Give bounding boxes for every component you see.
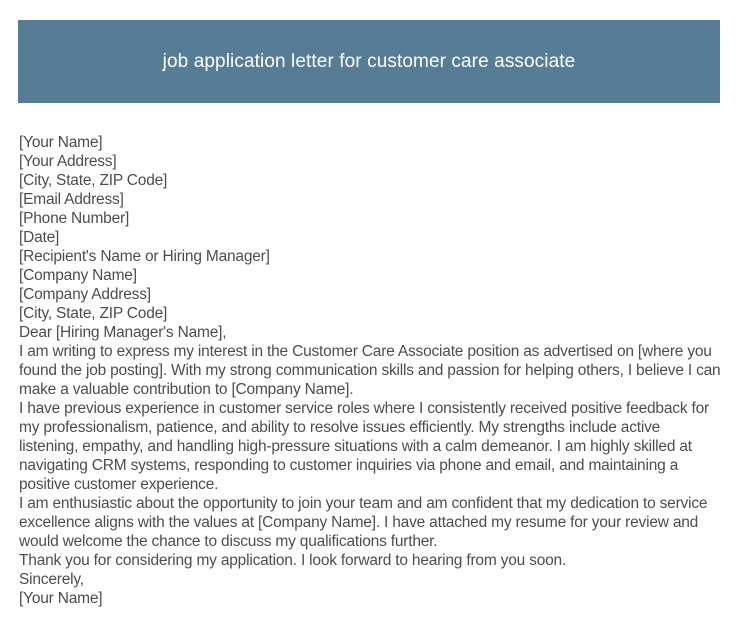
letter-paragraph-experience: I have previous experience in customer service roles where I consistently received positive feedback for my professionalism, patience, and ability to resolve issues efficiently. My strengths include active listening, empathy, and handling high-pressure situations with a calm demeanor. I am highly skilled at navigating CRM systems, responding to customer inquiries via phone and email, and maintaining a positive customer experience. <box>19 400 709 493</box>
title-banner <box>18 20 720 103</box>
letter-line-company-address: [Company Address] <box>19 286 151 303</box>
letter-line-phone: [Phone Number] <box>19 210 130 227</box>
letter-line-date: [Date] <box>19 229 60 246</box>
page-title: job application letter for customer care associate <box>162 50 576 72</box>
letter-line-company-city-state-zip: [City, State, ZIP Code] <box>19 305 168 322</box>
letter-line-email: [Email Address] <box>19 191 124 208</box>
letter-signature: [Your Name] <box>19 590 103 607</box>
letter-paragraph-enthusiasm: I am enthusiastic about the opportunity to join your team and am confident that my dedication to service excellence aligns with the values at [Company Name]. I have attached my resume for your review and would welcome the chance to discuss my qualifications further. <box>19 495 708 550</box>
letter-closing: Sincerely, <box>19 571 84 588</box>
letter-paragraph-intro: I am writing to express my interest in the Customer Care Associate position as advertised on [where you found the job posting]. With my strong communication skills and passion for helping others, I believe I can make a valuable contribution to [Company Name]. <box>19 343 721 398</box>
letter-line-recipient: [Recipient's Name or Hiring Manager] <box>19 248 270 265</box>
letter-line-city-state-zip: [City, State, ZIP Code] <box>19 172 168 189</box>
letter-line-company-name: [Company Name] <box>19 267 137 284</box>
letter-line-your-name: [Your Name] <box>19 134 103 151</box>
letter-line-your-address: [Your Address] <box>19 153 117 170</box>
letter-paragraph-thanks: Thank you for considering my application. I look forward to hearing from you soon. <box>19 552 567 569</box>
letter-body <box>19 133 721 608</box>
letter-salutation: Dear [Hiring Manager's Name], <box>19 324 227 341</box>
